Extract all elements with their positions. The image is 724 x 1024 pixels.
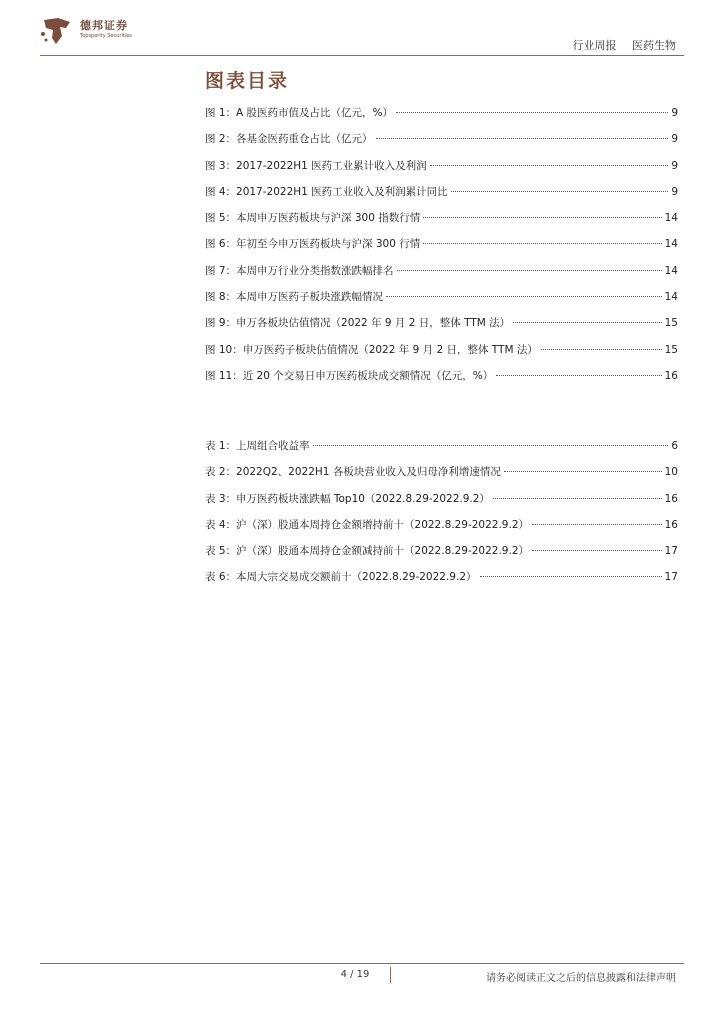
dot-leader [423,217,661,218]
header-rule [40,55,684,56]
footer-divider [390,967,391,983]
toc-entry-label: 图 1：A 股医药市值及占比（亿元，%） [205,107,394,119]
toc-entry-page: 15 [664,343,678,356]
toc-entry-page: 9 [671,159,678,172]
toc-entry[interactable] [205,210,678,236]
toc-entry-label: 图 10：申万医药子板块估值情况（2022 年 9 月 2 日，整体 TTM 法） [205,343,538,356]
toc-entry[interactable] [205,517,678,543]
toc-entry-label: 表 2：2022Q2、2022H1 各板块营业收入及归母净利增速情况 [205,466,501,479]
toc-entry[interactable] [205,263,678,289]
toc-entry-label: 图 8：本周申万医药子板块涨跌幅情况 [205,291,384,304]
toc-entry[interactable] [205,464,678,490]
dot-leader [532,524,662,525]
toc-entry-label: 表 6：本周大宗交易成交额前十（2022.8.29-2022.9.2） [205,571,477,584]
toc-entry[interactable] [205,438,678,464]
footer-rule [40,963,684,964]
logo-company-name: 德邦证券 [80,19,128,32]
dot-leader [386,296,662,297]
dot-leader [396,112,668,113]
toc-entry[interactable] [205,491,678,517]
toc-entry-page: 14 [664,264,678,277]
toc-entry-label: 图 7：本周申万行业分类指数涨跌幅排名 [205,264,394,277]
toc-entry-page: 14 [664,212,678,225]
toc-entry-page: 6 [671,440,678,452]
toc-entry[interactable] [205,342,678,368]
dot-leader [397,270,662,271]
dot-leader [493,498,662,499]
toc-entry-label: 图 6：年初至今申万医药板块与沪深 300 行情 [205,238,421,251]
logo-company-name-en: Topsperity Securities [80,33,132,39]
sector-name: 医药生物 [632,39,676,52]
toc-entry-page: 15 [664,317,678,330]
toc-entry-label: 图 11：近 20 个交易日申万医药板块成交额情况（亿元，%） [205,369,494,382]
dot-leader [430,165,669,166]
toc-entry[interactable] [205,131,678,157]
toc-entry[interactable] [205,184,678,210]
page-number: 4 / 19 [340,969,370,980]
toc-entry-label: 图 2：各基金医药重仓占比（亿元） [205,133,373,146]
company-logo [40,14,160,48]
header-category [573,37,677,53]
toc-entry-page: 16 [664,518,678,531]
dot-leader [480,576,662,577]
toc-entry-label: 图 4：2017-2022H1 医药工业收入及利润累计同比 [205,185,448,198]
toc-entry-label: 表 3：申万医药板块涨跌幅 Top10（2022.8.29-2022.9.2） [205,492,490,505]
toc-entry-label: 表 1：上周组合收益率 [205,440,310,452]
disclaimer: 请务必阅读正文之后的信息披露和法律声明 [486,973,676,984]
toc-entry-label: 图 9：申万各板块估值情况（2022 年 9 月 2 日，整体 TTM 法） [205,317,511,330]
figure-list [205,105,678,394]
dot-leader [313,445,669,446]
dot-leader [496,375,661,376]
toc-entry[interactable] [205,289,678,315]
table-list [205,438,678,596]
dot-leader [451,191,669,192]
toc-entry-label: 表 4：沪（深）股通本周持仓金额增持前十（2022.8.29-2022.9.2） [205,518,530,531]
toc-entry-page: 16 [664,492,678,505]
toc-entry-page: 9 [671,107,678,119]
toc-entry[interactable] [205,569,678,595]
logo-mark-icon [40,14,74,48]
toc-entry-label: 图 3：2017-2022H1 医药工业累计收入及利润 [205,159,427,172]
toc-entry-page: 9 [671,185,678,198]
dot-leader [423,243,661,244]
toc-entry-page: 14 [664,291,678,304]
dot-leader [532,550,662,551]
report-type: 行业周报 [572,39,617,52]
toc-entry-page: 10 [664,466,678,479]
dot-leader [376,138,669,139]
toc-entry[interactable] [205,315,678,341]
toc-entry[interactable] [205,543,678,569]
toc-entry-page: 17 [664,545,678,558]
toc-entry-label: 表 5：沪（深）股通本周持仓金额减持前十（2022.8.29-2022.9.2） [205,545,530,558]
toc-entry-page: 14 [664,238,678,251]
toc-entry[interactable] [205,236,678,262]
dot-leader [541,349,662,350]
toc-entry[interactable] [205,105,678,131]
toc-entry[interactable] [205,158,678,184]
toc-entry-page: 16 [664,369,678,382]
dot-leader [504,471,662,472]
toc-entry[interactable] [205,368,678,394]
toc-entry-page: 9 [671,133,678,146]
toc-entry-page: 17 [664,571,678,584]
toc-entry-label: 图 5：本周申万医药板块与沪深 300 指数行情 [205,212,421,225]
toc-title: 图表目录 [205,70,290,92]
dot-leader [513,322,661,323]
